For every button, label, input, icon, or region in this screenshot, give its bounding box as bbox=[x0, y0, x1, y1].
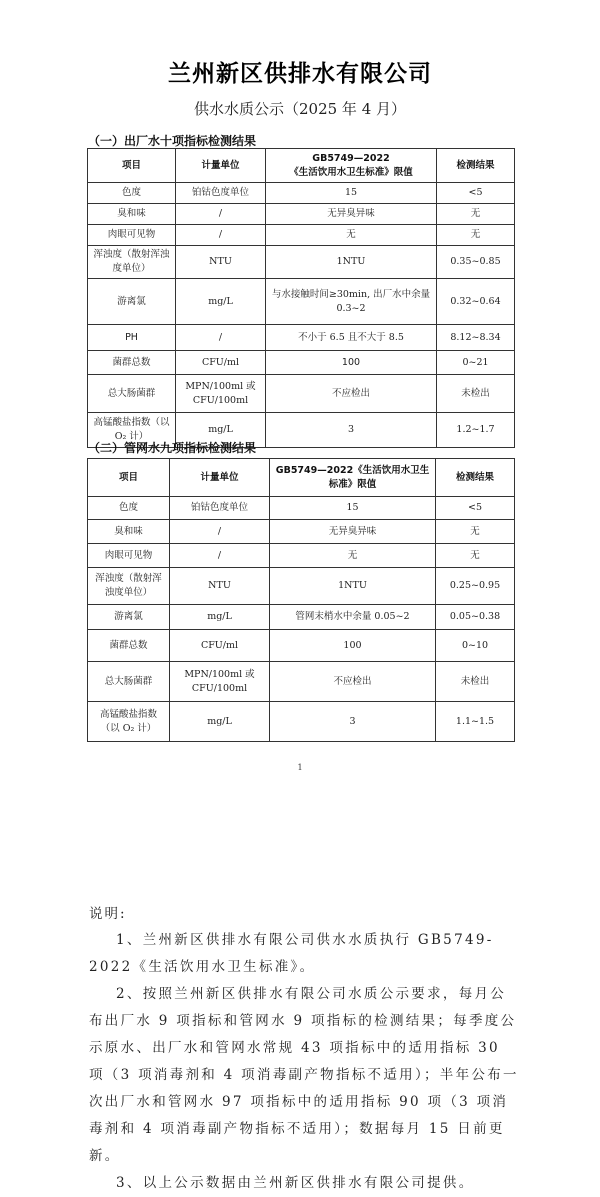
section-title-factory-water: （一）出厂水十项指标检测结果 bbox=[88, 134, 257, 148]
cell-item: 游离氯 bbox=[88, 605, 170, 630]
table-row bbox=[88, 497, 515, 520]
cell-item: 浑浊度（散射浑浊度单位） bbox=[88, 246, 176, 279]
col-header-limit bbox=[266, 149, 437, 183]
cell-result: 0.35~0.85 bbox=[437, 246, 515, 279]
cell-unit: CFU/ml bbox=[176, 351, 266, 375]
cell-item: 总大肠菌群 bbox=[88, 375, 176, 413]
cell-limit: 不应检出 bbox=[266, 375, 437, 413]
cell-result: 0.25~0.95 bbox=[436, 568, 515, 605]
cell-unit: CFU/ml bbox=[170, 630, 270, 662]
col-header-item: 项目 bbox=[88, 459, 170, 497]
cell-result: 无 bbox=[437, 204, 515, 225]
col-header-limit: GB5749—2022《生活饮用水卫生标准》限值 bbox=[270, 459, 436, 497]
col-header-item: 项目 bbox=[88, 149, 176, 183]
table-row bbox=[88, 544, 515, 568]
cell-unit: / bbox=[170, 520, 270, 544]
cell-item: 臭和味 bbox=[88, 520, 170, 544]
cell-result: <5 bbox=[437, 183, 515, 204]
cell-limit: 与水接触时间≥30min, 出厂水中余量 0.3~2 bbox=[266, 279, 437, 325]
cell-limit: 3 bbox=[270, 702, 436, 742]
col-header-result: 检测结果 bbox=[436, 459, 515, 497]
cell-unit: / bbox=[176, 204, 266, 225]
cell-unit: / bbox=[176, 325, 266, 351]
cell-result: 0.05~0.38 bbox=[436, 605, 515, 630]
cell-limit: 3 bbox=[266, 413, 437, 448]
cell-unit: mg/L bbox=[176, 413, 266, 448]
cell-item: 肉眼可见物 bbox=[88, 544, 170, 568]
cell-item: 菌群总数 bbox=[88, 630, 170, 662]
cell-result: 未检出 bbox=[437, 375, 515, 413]
cell-result: 0.32~0.64 bbox=[437, 279, 515, 325]
cell-limit: 无异臭异味 bbox=[266, 204, 437, 225]
cell-limit: 100 bbox=[270, 630, 436, 662]
cell-limit: 15 bbox=[270, 497, 436, 520]
cell-result: <5 bbox=[436, 497, 515, 520]
table-row bbox=[88, 568, 515, 605]
cell-unit: 铂钴色度单位 bbox=[170, 497, 270, 520]
cell-result: 未检出 bbox=[436, 662, 515, 702]
table-row bbox=[88, 225, 515, 246]
cell-unit: MPN/100ml 或 CFU/100ml bbox=[176, 375, 266, 413]
company-title: 兰州新区供排水有限公司 bbox=[168, 61, 432, 87]
table-header-row bbox=[88, 459, 515, 497]
cell-item: 游离氯 bbox=[88, 279, 176, 325]
note-item-3: 3、以上公示数据由兰州新区供排水有限公司提供。 bbox=[116, 1175, 475, 1191]
table-row bbox=[88, 325, 515, 351]
cell-limit: 1NTU bbox=[270, 568, 436, 605]
cell-result: 无 bbox=[436, 520, 515, 544]
cell-item: 臭和味 bbox=[88, 204, 176, 225]
cell-unit: NTU bbox=[176, 246, 266, 279]
cell-result: 1.1~1.5 bbox=[436, 702, 515, 742]
col-header-result: 检测结果 bbox=[437, 149, 515, 183]
limit-header-name: 《生活饮用水卫生标准》限值 bbox=[289, 166, 413, 178]
col-header-unit: 计量单位 bbox=[170, 459, 270, 497]
table-row bbox=[88, 662, 515, 702]
cell-item: 总大肠菌群 bbox=[88, 662, 170, 702]
cell-result: 无 bbox=[436, 544, 515, 568]
cell-limit: 不小于 6.5 且不大于 8.5 bbox=[266, 325, 437, 351]
limit-header-standard: GB5749—2022 bbox=[312, 152, 390, 164]
notes-body bbox=[89, 927, 519, 1197]
document-subtitle: 供水水质公示（2025 年 4 月） bbox=[193, 100, 407, 118]
cell-item: 高锰酸盐指数（以 O₂ 计） bbox=[88, 702, 170, 742]
table-row bbox=[88, 183, 515, 204]
cell-item: 色度 bbox=[88, 183, 176, 204]
table-row bbox=[88, 605, 515, 630]
cell-limit: 无异臭异味 bbox=[270, 520, 436, 544]
cell-limit: 无 bbox=[266, 225, 437, 246]
notes-heading: 说明: bbox=[89, 906, 127, 922]
cell-unit: NTU bbox=[170, 568, 270, 605]
cell-item: PH bbox=[88, 325, 176, 351]
table-row bbox=[88, 630, 515, 662]
table-row bbox=[88, 702, 515, 742]
cell-unit: / bbox=[176, 225, 266, 246]
note-item-1: 1、兰州新区供排水有限公司供水水质执行 GB5749-2022《生活饮用水卫生标准》。 bbox=[89, 932, 494, 975]
table-row bbox=[88, 375, 515, 413]
cell-limit: 100 bbox=[266, 351, 437, 375]
cell-result: 无 bbox=[437, 225, 515, 246]
cell-limit: 15 bbox=[266, 183, 437, 204]
cell-result: 0~21 bbox=[437, 351, 515, 375]
table-row bbox=[88, 246, 515, 279]
table-row bbox=[88, 204, 515, 225]
cell-limit: 不应检出 bbox=[270, 662, 436, 702]
cell-item: 色度 bbox=[88, 497, 170, 520]
cell-unit: mg/L bbox=[170, 605, 270, 630]
cell-result: 0~10 bbox=[436, 630, 515, 662]
cell-limit: 无 bbox=[270, 544, 436, 568]
cell-item: 高锰酸盐指数（以 O₂ 计） bbox=[88, 413, 176, 448]
table-row bbox=[88, 351, 515, 375]
cell-item: 菌群总数 bbox=[88, 351, 176, 375]
network-water-table bbox=[87, 458, 515, 742]
factory-water-table bbox=[87, 148, 515, 448]
cell-unit: / bbox=[170, 544, 270, 568]
cell-limit: 管网末梢水中余量 0.05~2 bbox=[270, 605, 436, 630]
cell-item: 浑浊度（散射浑浊度单位） bbox=[88, 568, 170, 605]
cell-unit: mg/L bbox=[170, 702, 270, 742]
table-row bbox=[88, 520, 515, 544]
note-item-2: 2、按照兰州新区供排水有限公司水质公示要求，每月公布出厂水 9 项指标和管网水 9 项指标的检测结果；每季度公示原水、出厂水和管网水常规 43 项指标中的适用指标 30 项（3 项消毒剂和 4 项消毒副产物指标不适用）；半年公布一次出厂水和管网水 97 项指标中的适用指标 90 项（3 项消毒剂和 4 项消毒副产物指标不适用）；数据每月 15 日前更新。 bbox=[89, 986, 519, 1164]
page-number: 1 bbox=[297, 763, 303, 772]
cell-item: 肉眼可见物 bbox=[88, 225, 176, 246]
cell-unit: MPN/100ml 或 CFU/100ml bbox=[170, 662, 270, 702]
table-header-row bbox=[88, 149, 515, 183]
table-row bbox=[88, 279, 515, 325]
cell-result: 8.12~8.34 bbox=[437, 325, 515, 351]
cell-limit: 1NTU bbox=[266, 246, 437, 279]
cell-unit: mg/L bbox=[176, 279, 266, 325]
col-header-unit: 计量单位 bbox=[176, 149, 266, 183]
cell-result: 1.2~1.7 bbox=[437, 413, 515, 448]
section-title-network-water: （二）管网水九项指标检测结果 bbox=[88, 441, 257, 455]
cell-unit: 铂钴色度单位 bbox=[176, 183, 266, 204]
